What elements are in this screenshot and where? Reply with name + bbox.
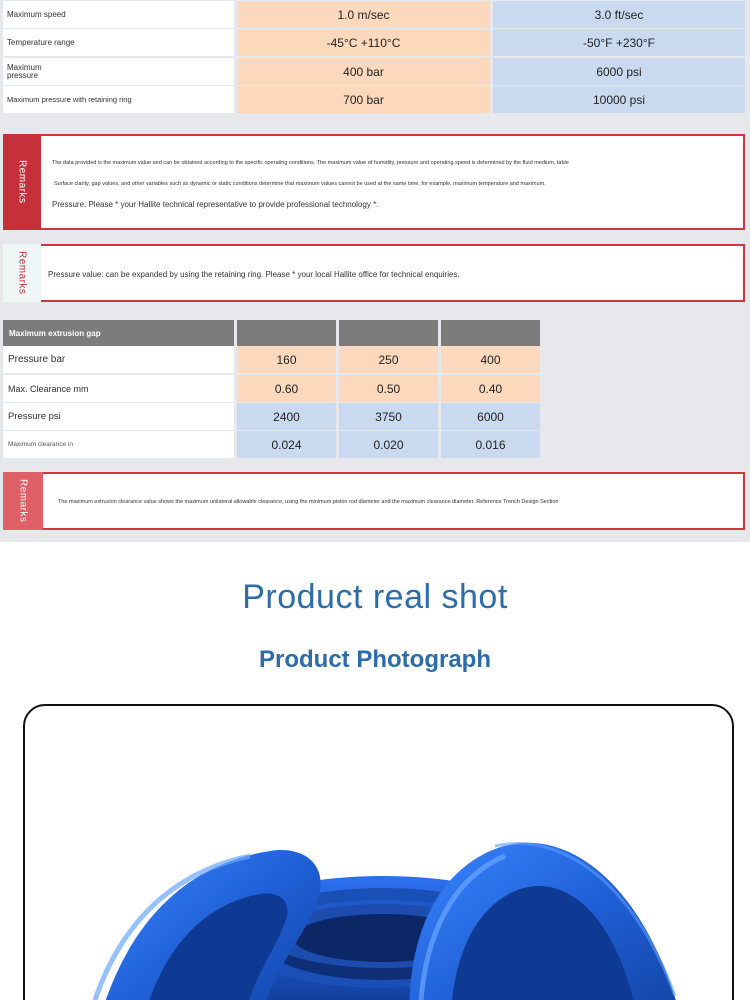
- gap-value: 160: [237, 346, 336, 373]
- gap-label: Pressure bar: [3, 346, 234, 373]
- spec-label: Temperature range: [3, 29, 234, 56]
- spec-label: Maximum pressure: [3, 58, 234, 85]
- remarks-tab: [3, 134, 41, 230]
- remarks-box-limits: [3, 134, 745, 230]
- spec-row-speed: [3, 1, 745, 28]
- remarks-text-line3: Pressure. Please * your Hallite technical representative to provide professional technology *.: [52, 200, 379, 209]
- spec-row-pressure-ring: [3, 86, 745, 113]
- remarks-tab-label: Remarks: [17, 479, 29, 523]
- remarks-box-retaining-ring: [3, 244, 745, 302]
- spec-imperial-value: 3.0 ft/sec: [493, 1, 745, 28]
- spec-imperial-value: 6000 psi: [493, 58, 745, 85]
- remarks-tab-label: Remarks: [16, 251, 28, 295]
- gap-row-pressure-bar: [3, 346, 540, 373]
- remarks-box-extrusion: [3, 472, 745, 530]
- spec-metric-value: 400 bar: [237, 58, 490, 85]
- gap-row-clearance-mm: [3, 375, 540, 402]
- gap-value: 0.020: [339, 431, 438, 458]
- spec-metric-value: 700 bar: [237, 86, 490, 113]
- spec-row-pressure: [3, 58, 745, 85]
- gap-value: 0.50: [339, 375, 438, 402]
- gap-value: 0.024: [237, 431, 336, 458]
- gap-row-pressure-psi: [3, 403, 540, 430]
- gap-row-clearance-in: [3, 431, 540, 458]
- gap-header-cell: [339, 320, 438, 347]
- spec-imperial-value: 10000 psi: [493, 86, 745, 113]
- gap-value: 0.016: [441, 431, 540, 458]
- gap-header-cell: [441, 320, 540, 347]
- spec-row-temperature: [3, 29, 745, 56]
- gap-label: Pressure psi: [3, 403, 234, 430]
- gap-value: 2400: [237, 403, 336, 430]
- gap-label: Maximum clearance in: [3, 431, 234, 458]
- section-title: Product real shot: [242, 578, 508, 616]
- gap-value: 6000: [441, 403, 540, 430]
- remarks-tab: [3, 244, 41, 302]
- gap-header-cell: [237, 320, 336, 347]
- gap-value: 3750: [339, 403, 438, 430]
- spec-label: Maximum pressure with retaining ring: [3, 86, 234, 113]
- remarks-tab-label: Remarks: [16, 160, 28, 204]
- gap-value: 250: [339, 346, 438, 373]
- blue-u-cup-seal-photo: [25, 706, 734, 1000]
- gap-value: 400: [441, 346, 540, 373]
- section-subtitle: Product Photograph: [259, 646, 491, 673]
- remarks-tab: [3, 472, 43, 530]
- remarks-text-line2: Surface clarity, gap values, and other variables such as dynamic or static conditions determine that maximum values cannot be used at the same time, for example, maximum temperature and maximum.: [54, 181, 546, 187]
- product-photo-frame: [23, 704, 734, 1000]
- spec-imperial-value: -50°F +230°F: [493, 29, 745, 56]
- spec-metric-value: -45°C +110°C: [237, 29, 490, 56]
- gap-table-title: Maximum extrusion gap: [3, 320, 234, 347]
- gap-table-header: [3, 320, 540, 347]
- spec-label: Maximum speed: [3, 1, 234, 28]
- remarks-text: Pressure value: can be expanded by using the retaining ring. Please * your local Hallite office for technical enquiries.: [48, 270, 460, 279]
- gap-value: 0.60: [237, 375, 336, 402]
- remarks-text-line1: The data provided is the maximum value and can be obtained according to the specific operating conditions. The maximum value of humidity, pressure and operating speed is determined by the fluid medium, table: [52, 160, 569, 166]
- gap-value: 0.40: [441, 375, 540, 402]
- gap-label: Max. Clearance mm: [3, 375, 234, 402]
- remarks-text: The maximum extrusion clearance value shows the maximum unilateral allowable clearance, using the minimum piston rod diameter and the maximum clearance diameter. Reference Trench Design Section: [58, 499, 559, 505]
- spec-metric-value: 1.0 m/sec: [237, 1, 490, 28]
